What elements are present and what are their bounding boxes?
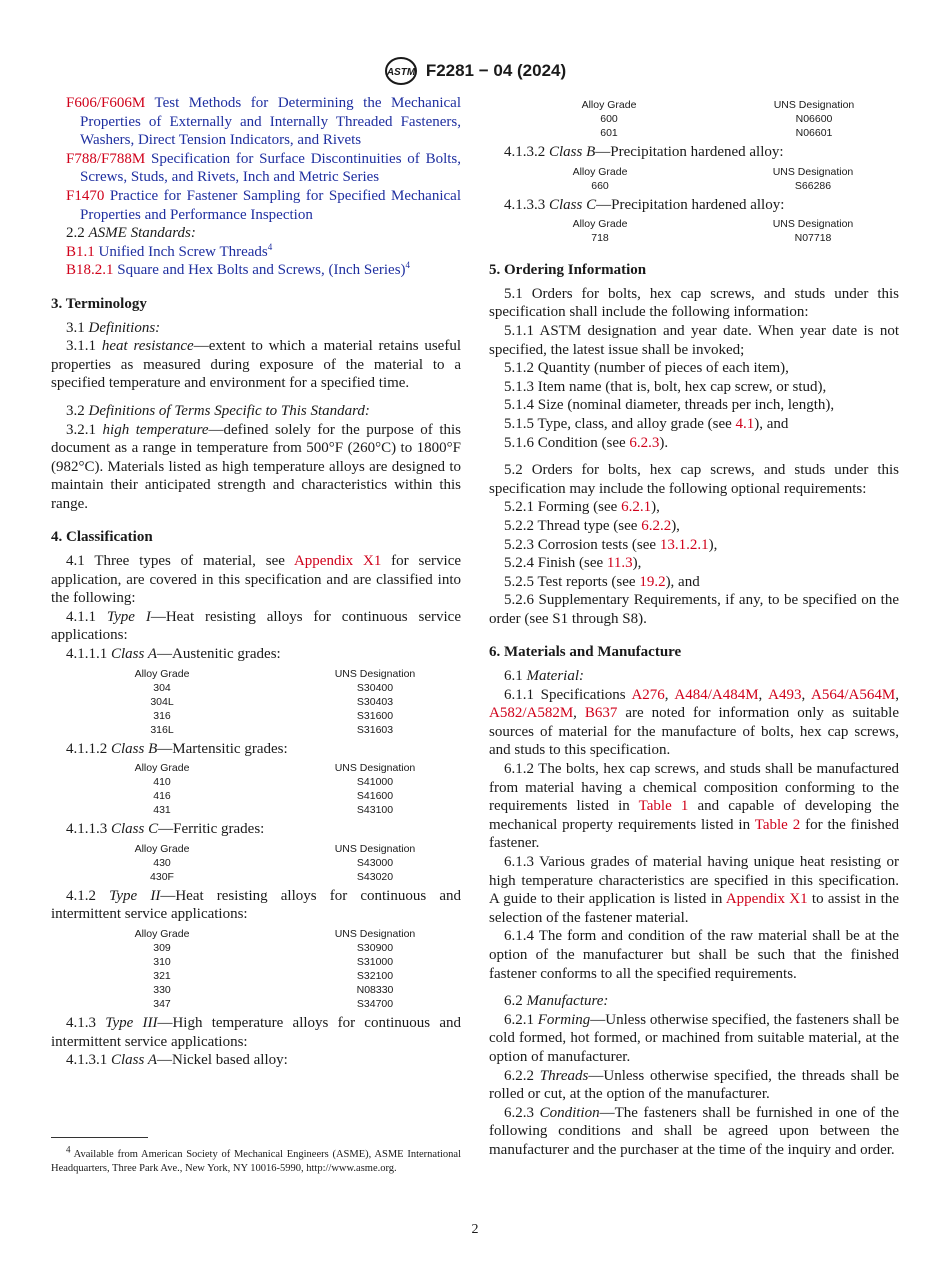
section-link[interactable]: 4.1 <box>735 415 755 432</box>
section-6-heading: 6. Materials and Manufacture <box>489 644 682 661</box>
text: 5.2.3 Corrosion tests (see <box>504 536 660 553</box>
section-number: 4.1.1.1 <box>66 646 111 663</box>
text: —Austenitic grades: <box>157 646 281 663</box>
table-cell: S30400 <box>356 681 394 694</box>
asme-standards-heading <box>51 224 461 243</box>
spec-link[interactable]: A493 <box>768 686 802 703</box>
spec-link[interactable]: A582/A582M <box>489 705 574 722</box>
text: are noted for information only as suitable sources of material for the manufacture of bolts, hex cap screws, and studs to this specification. <box>489 705 900 759</box>
table-row <box>51 941 461 955</box>
table-cell: S43000 <box>356 856 394 869</box>
table-cell: S34700 <box>356 998 394 1010</box>
spec-link[interactable]: B637 <box>584 705 618 722</box>
term: Condition <box>539 1104 600 1121</box>
table-cell: 316 <box>153 709 171 722</box>
table-row <box>489 231 899 245</box>
para-6-1-1: 6.1.1 Specifications A276, A484/A484M, A493, A564/A564M, A582/A582M, B637 are noted for information only as suitable sources of material for the manufacture of bolts, hex cap screws, and studs to this specification. <box>489 686 900 759</box>
section-title: Definitions of Terms Specific to This Standard: <box>88 402 370 419</box>
para-4-1-1-3 <box>51 820 461 839</box>
para-6-2-2 <box>489 1067 899 1104</box>
para-4-1-1 <box>51 608 461 645</box>
footnote-ref[interactable]: 4 <box>267 241 273 252</box>
table-cell: N08330 <box>356 984 394 996</box>
column-header: Alloy Grade <box>572 165 628 178</box>
table-cell: S43100 <box>356 804 394 817</box>
table-cell: 330 <box>153 984 171 996</box>
column-header: Alloy Grade <box>134 842 190 855</box>
table-header-row <box>51 842 461 856</box>
para-5-1-5 <box>489 415 899 434</box>
table-header-row <box>489 217 899 231</box>
text: ). <box>659 434 669 451</box>
para-5-2: 5.2 Orders for bolts, hex cap screws, and studs under this specification may include the following optional requirements: <box>489 462 899 497</box>
column-header: Alloy Grade <box>134 762 190 775</box>
table-row <box>51 695 461 709</box>
text: 5.2.4 Finish (see <box>504 555 607 572</box>
term: high temperature <box>102 421 209 438</box>
term: Class B <box>549 144 596 160</box>
table-cell: S30403 <box>356 695 394 708</box>
section-title: Definitions: <box>88 319 161 336</box>
table-row <box>51 969 461 983</box>
term: Class B <box>111 740 158 757</box>
section-number: 6.1 <box>504 668 527 685</box>
section-number: 6.2.3 <box>504 1104 540 1121</box>
ref-f606 <box>51 94 461 150</box>
ref-title[interactable]: Test Methods for Determining the Mechanical Properties of Externally and Internally Threaded Fasteners, Washers, Direct Tension Indicators, and Rivets <box>80 95 461 149</box>
ref-title[interactable]: Square and Hex Bolts and Screws, (Inch Series) <box>113 262 406 279</box>
footnote-ref[interactable]: 4 <box>405 260 411 271</box>
table-row <box>51 870 461 884</box>
para-3-1-1 <box>51 337 461 393</box>
table-header-row <box>51 667 461 681</box>
section-link[interactable]: 19.2 <box>639 573 666 590</box>
footnote-4 <box>51 1144 461 1176</box>
spec-link[interactable]: A484/A484M <box>674 686 759 703</box>
table-header-row <box>489 98 899 112</box>
table-cell: S41000 <box>356 776 394 789</box>
para-5-2-5 <box>489 573 899 592</box>
table-header-row <box>489 165 899 179</box>
table-header-row <box>51 761 461 775</box>
svg-text:ASTM: ASTM <box>386 67 415 78</box>
right-column <box>489 98 899 1160</box>
section-number: 6.2 <box>504 993 527 1010</box>
table-cell: N06601 <box>795 127 833 139</box>
table-cell: 718 <box>591 232 609 245</box>
alloy-table-class-b <box>489 165 899 193</box>
text: —Precipitation hardened alloy: <box>596 196 785 213</box>
para-6-1-2 <box>489 760 899 853</box>
table-link[interactable]: Table 1 <box>638 798 689 815</box>
para-5-1-6 <box>489 434 899 453</box>
page-number: 2 <box>471 1222 479 1237</box>
section-link[interactable]: 11.3 <box>606 555 633 572</box>
ref-code[interactable]: F606/F606M <box>66 95 146 111</box>
table-link[interactable]: Table 2 <box>754 816 801 833</box>
ref-code[interactable]: B18.2.1 <box>66 262 114 279</box>
term: Class A <box>111 646 157 663</box>
para-4-1-3-2 <box>489 143 899 162</box>
para-5-2-1 <box>489 498 899 517</box>
alloy-table-nickel <box>489 98 899 140</box>
text: ), <box>632 555 642 572</box>
alloy-table-martensitic <box>51 761 461 817</box>
para-4-1-2 <box>51 887 461 924</box>
section-number: 3.1 <box>66 319 89 336</box>
para-4-1-3-1 <box>51 1051 461 1070</box>
ref-b18-2-1 <box>51 261 461 280</box>
para-6-2-3 <box>489 1104 899 1160</box>
para-6-2-1 <box>489 1011 899 1067</box>
section-number: 4.1.3 <box>66 1015 106 1031</box>
section-link[interactable]: 13.1.2.1 <box>659 536 709 553</box>
table-row <box>489 179 899 193</box>
table-cell: 600 <box>600 113 618 125</box>
text: 5.2.5 Test reports (see <box>504 573 640 590</box>
table-row <box>51 709 461 723</box>
para-5-1: 5.1 Orders for bolts, hex cap screws, and studs under this specification shall include the following information: <box>489 285 899 321</box>
term: Class A <box>111 1052 157 1069</box>
section-link[interactable]: 6.2.1 <box>621 499 652 516</box>
column-header: Alloy Grade <box>134 928 190 940</box>
table-row <box>51 775 461 789</box>
footnote-text: Available from American Society of Mechanical Engineers (ASME), ASME International Headquarters, Three Park Ave., New York, NY 10016-5990, http://www.asme.org. <box>51 1149 461 1174</box>
para-4-1 <box>51 552 461 608</box>
table-cell: 660 <box>591 179 609 192</box>
term: Forming <box>537 1011 591 1028</box>
para-5-2-2 <box>489 517 899 536</box>
para-4-1-3-3 <box>489 196 899 215</box>
text: —Ferritic grades: <box>158 821 265 838</box>
section-5-heading: 5. Ordering Information <box>489 262 647 279</box>
page-header <box>0 56 950 86</box>
para-5-1-4: 5.1.4 Size (nominal diameter, threads per inch, length), <box>504 397 835 414</box>
column-header: UNS Designation <box>334 762 416 775</box>
text: 5.1.5 Type, class, and alloy grade (see <box>504 415 736 432</box>
table-cell: N07718 <box>794 232 832 245</box>
text: —Heat resisting alloys for continuous and intermittent service applications: <box>51 887 461 923</box>
table-row <box>51 723 461 737</box>
column-header: UNS Designation <box>772 165 854 178</box>
text: 6.1.3 Various grades of material having unique heat resisting or high temperature characteristics are specified in this specification. A guide to their application is listed in <box>489 854 899 908</box>
table-cell: 410 <box>153 776 171 789</box>
text: to assist in the selection of the fastener material. <box>489 891 899 926</box>
table-cell: 310 <box>153 956 171 968</box>
alloy-table-ferritic <box>51 842 461 884</box>
column-header: Alloy Grade <box>134 667 190 680</box>
appendix-link[interactable]: Appendix X1 <box>293 553 382 570</box>
para-6-1-4: 6.1.4 The form and condition of the raw material shall be at the option of the manufacturer but shall be such that the finished fastener conforms to all the specified requirements. <box>489 928 899 982</box>
table-cell: S31000 <box>356 956 394 968</box>
text: 4.1 Three types of material, see <box>66 553 294 570</box>
table-row <box>51 803 461 817</box>
table-row <box>489 126 899 140</box>
term: Threads <box>539 1067 589 1084</box>
para-5-1-2: 5.1.2 Quantity (number of pieces of each item), <box>504 360 789 377</box>
table-cell: 316L <box>150 723 174 736</box>
para-4-1-1-2 <box>51 740 461 759</box>
section-number: 4.1.1.2 <box>66 740 111 757</box>
text: ), <box>708 536 718 553</box>
section-number: 4.1.3.2 <box>504 144 549 160</box>
text: 6.1.2 The bolts, hex cap screws, and studs shall be manufactured from material having a chemical composition conforming to the requirements listed in <box>489 761 899 815</box>
para-5-1-1: 5.1.1 ASTM designation and year date. When year date is not specified, the latest issue shall be invoked; <box>489 322 899 358</box>
para-5-2-4 <box>489 554 899 573</box>
section-number: 6.2.2 <box>504 1067 540 1084</box>
definition: —extent to which a material retains useful properties as measured during exposure of the material to a specified temperature and environment for a specified time. <box>51 338 461 392</box>
footnote-mark: 4 <box>66 1144 71 1155</box>
text: —Unless otherwise specified, the fasteners shall be cold formed, hot formed, or machined from suitable material, at the option of manufacturer. <box>489 1011 899 1065</box>
section-title: Manufacture: <box>526 993 609 1010</box>
section-4-heading: 4. Classification <box>51 529 153 546</box>
para-5-1-3: 5.1.3 Item name (that is, bolt, hex cap screw, or stud), <box>504 378 827 395</box>
table-row <box>51 983 461 997</box>
para-5-2-6: 5.2.6 Supplementary Requirements, if any, to be specified on the order (see S1 through S8). <box>489 592 899 627</box>
alloy-table-austenitic <box>51 667 461 737</box>
section-number: 4.1.2 <box>66 887 110 904</box>
term: heat resistance <box>101 338 194 355</box>
column-header: UNS Designation <box>334 842 416 855</box>
ref-title[interactable]: Specification for Surface Discontinuities of Bolts, Screws, Studs, and Rivets, Inch and Metric Series <box>80 150 461 186</box>
text: —The fasteners shall be furnished in one of the following conditions and shall be agreed upon between the manufacturer and the purchaser at the time of the inquiry and order. <box>489 1104 899 1158</box>
table-cell: 309 <box>153 942 171 954</box>
column-header: Alloy Grade <box>581 99 637 111</box>
text: 5.2.1 Forming (see <box>504 499 622 516</box>
section-3-heading: 3. Terminology <box>51 295 147 312</box>
appendix-link[interactable]: Appendix X1 <box>725 891 808 908</box>
table-cell: S31600 <box>356 709 394 722</box>
text: for the finished fastener. <box>489 816 899 852</box>
table-cell: 321 <box>153 970 171 982</box>
column-header: UNS Designation <box>773 99 855 111</box>
term: Class C <box>111 821 159 838</box>
column-header: UNS Designation <box>334 667 416 680</box>
section-number: 2.2 <box>66 225 89 242</box>
table-cell: 347 <box>153 998 171 1010</box>
table-cell: 304 <box>153 681 171 694</box>
text: ), <box>671 517 680 534</box>
para-4-1-3 <box>51 1014 461 1051</box>
alloy-table-class-c <box>489 217 899 245</box>
section-number: 4.1.3.3 <box>504 196 549 213</box>
section-title: Material: <box>526 668 584 685</box>
term: Type II <box>109 887 161 904</box>
text: —Precipitation hardened alloy: <box>595 144 784 160</box>
table-row <box>51 789 461 803</box>
section-number: 4.1.1.3 <box>66 821 111 838</box>
para-3-2-1 <box>51 421 461 514</box>
ref-f788 <box>51 150 461 187</box>
text: —Martensitic grades: <box>157 740 288 757</box>
section-title: ASME Standards: <box>88 225 196 242</box>
spec-link[interactable]: A564/A564M <box>811 686 896 703</box>
section-number: 3.1.1 <box>66 338 102 355</box>
column-header: UNS Designation <box>772 218 854 231</box>
text: 6.1.1 Specifications <box>504 686 632 703</box>
section-link[interactable]: 6.2.2 <box>641 517 672 534</box>
para-6-2 <box>489 992 899 1011</box>
section-link[interactable]: 6.2.3 <box>629 434 660 451</box>
ref-title[interactable]: Unified Inch Screw Threads <box>94 243 268 260</box>
column-header: UNS Designation <box>334 928 416 940</box>
text: ), and <box>754 415 789 432</box>
table-cell: 601 <box>600 127 618 139</box>
document-designation: F2281 − 04 (2024) <box>425 61 567 80</box>
spec-link[interactable]: A276 <box>631 686 665 703</box>
table-cell: S30900 <box>356 942 394 954</box>
para-3-1 <box>51 319 461 338</box>
para-4-1-1-1 <box>51 645 461 664</box>
astm-logo-icon <box>384 56 418 86</box>
table-row <box>51 681 461 695</box>
term: Type III <box>105 1015 158 1031</box>
text: —Unless otherwise specified, the threads shall be rolled or cut, at the option of the manufacturer. <box>489 1067 900 1103</box>
para-6-1-3 <box>489 853 899 927</box>
alloy-table-type-ii <box>51 927 461 1011</box>
ref-b1-1 <box>51 243 461 262</box>
text: 5.1.6 Condition (see <box>504 434 630 451</box>
table-cell: 430 <box>153 856 171 869</box>
table-cell: S32100 <box>356 970 394 982</box>
text: —High temperature alloys for continuous and intermittent service applications: <box>51 1015 461 1050</box>
text: for service application, are covered in this specification and are classified into the following: <box>51 553 462 607</box>
term: Type I <box>106 608 151 625</box>
para-6-1 <box>489 667 899 686</box>
text: —Heat resisting alloys for continuous service applications: <box>51 608 461 644</box>
table-cell: 430F <box>150 870 174 883</box>
footnote-divider <box>51 1137 148 1138</box>
table-row <box>51 997 461 1011</box>
table-cell: S66286 <box>794 179 832 192</box>
table-header-row <box>51 927 461 941</box>
table-row <box>51 856 461 870</box>
table-cell: S31603 <box>356 723 394 736</box>
ref-f1470 <box>51 187 461 224</box>
ref-title[interactable]: Practice for Fastener Sampling for Specified Mechanical Properties and Performance Inspection <box>80 187 461 223</box>
table-cell: 416 <box>153 790 171 803</box>
table-row <box>51 955 461 969</box>
text: ), <box>651 499 660 516</box>
ref-code[interactable]: B1.1 <box>66 243 95 260</box>
ref-code[interactable]: F1470 <box>66 187 105 204</box>
section-number: 4.1.1 <box>66 608 107 625</box>
table-cell: N06600 <box>795 113 833 125</box>
table-cell: S43020 <box>356 870 394 883</box>
table-cell: 431 <box>153 804 171 817</box>
table-cell: 304L <box>150 695 174 708</box>
para-5-2-3 <box>489 536 899 555</box>
table-row <box>489 112 899 126</box>
para-3-2 <box>51 402 461 421</box>
section-number: 3.2 <box>66 402 89 419</box>
text: 5.2.2 Thread type (see <box>504 517 642 534</box>
left-column <box>51 94 461 1070</box>
section-number: 3.2.1 <box>66 421 103 438</box>
table-cell: S41600 <box>356 790 394 803</box>
ref-code[interactable]: F788/F788M <box>66 150 146 167</box>
section-number: 6.2.1 <box>504 1011 538 1028</box>
column-header: Alloy Grade <box>572 218 628 231</box>
definition: —defined solely for the purpose of this document as a range in temperature from 500°F (260°C) to 1800°F (982°C). Materials listed as high temperature alloys are designed to maintain their anticipated strength and characteristics within this range. <box>51 421 462 512</box>
term: Class C <box>549 196 597 213</box>
text: and capable of developing the mechanical property requirements listed in <box>489 798 899 833</box>
text: —Nickel based alloy: <box>157 1052 288 1069</box>
section-number: 4.1.3.1 <box>66 1052 111 1069</box>
text: ), and <box>665 573 700 590</box>
